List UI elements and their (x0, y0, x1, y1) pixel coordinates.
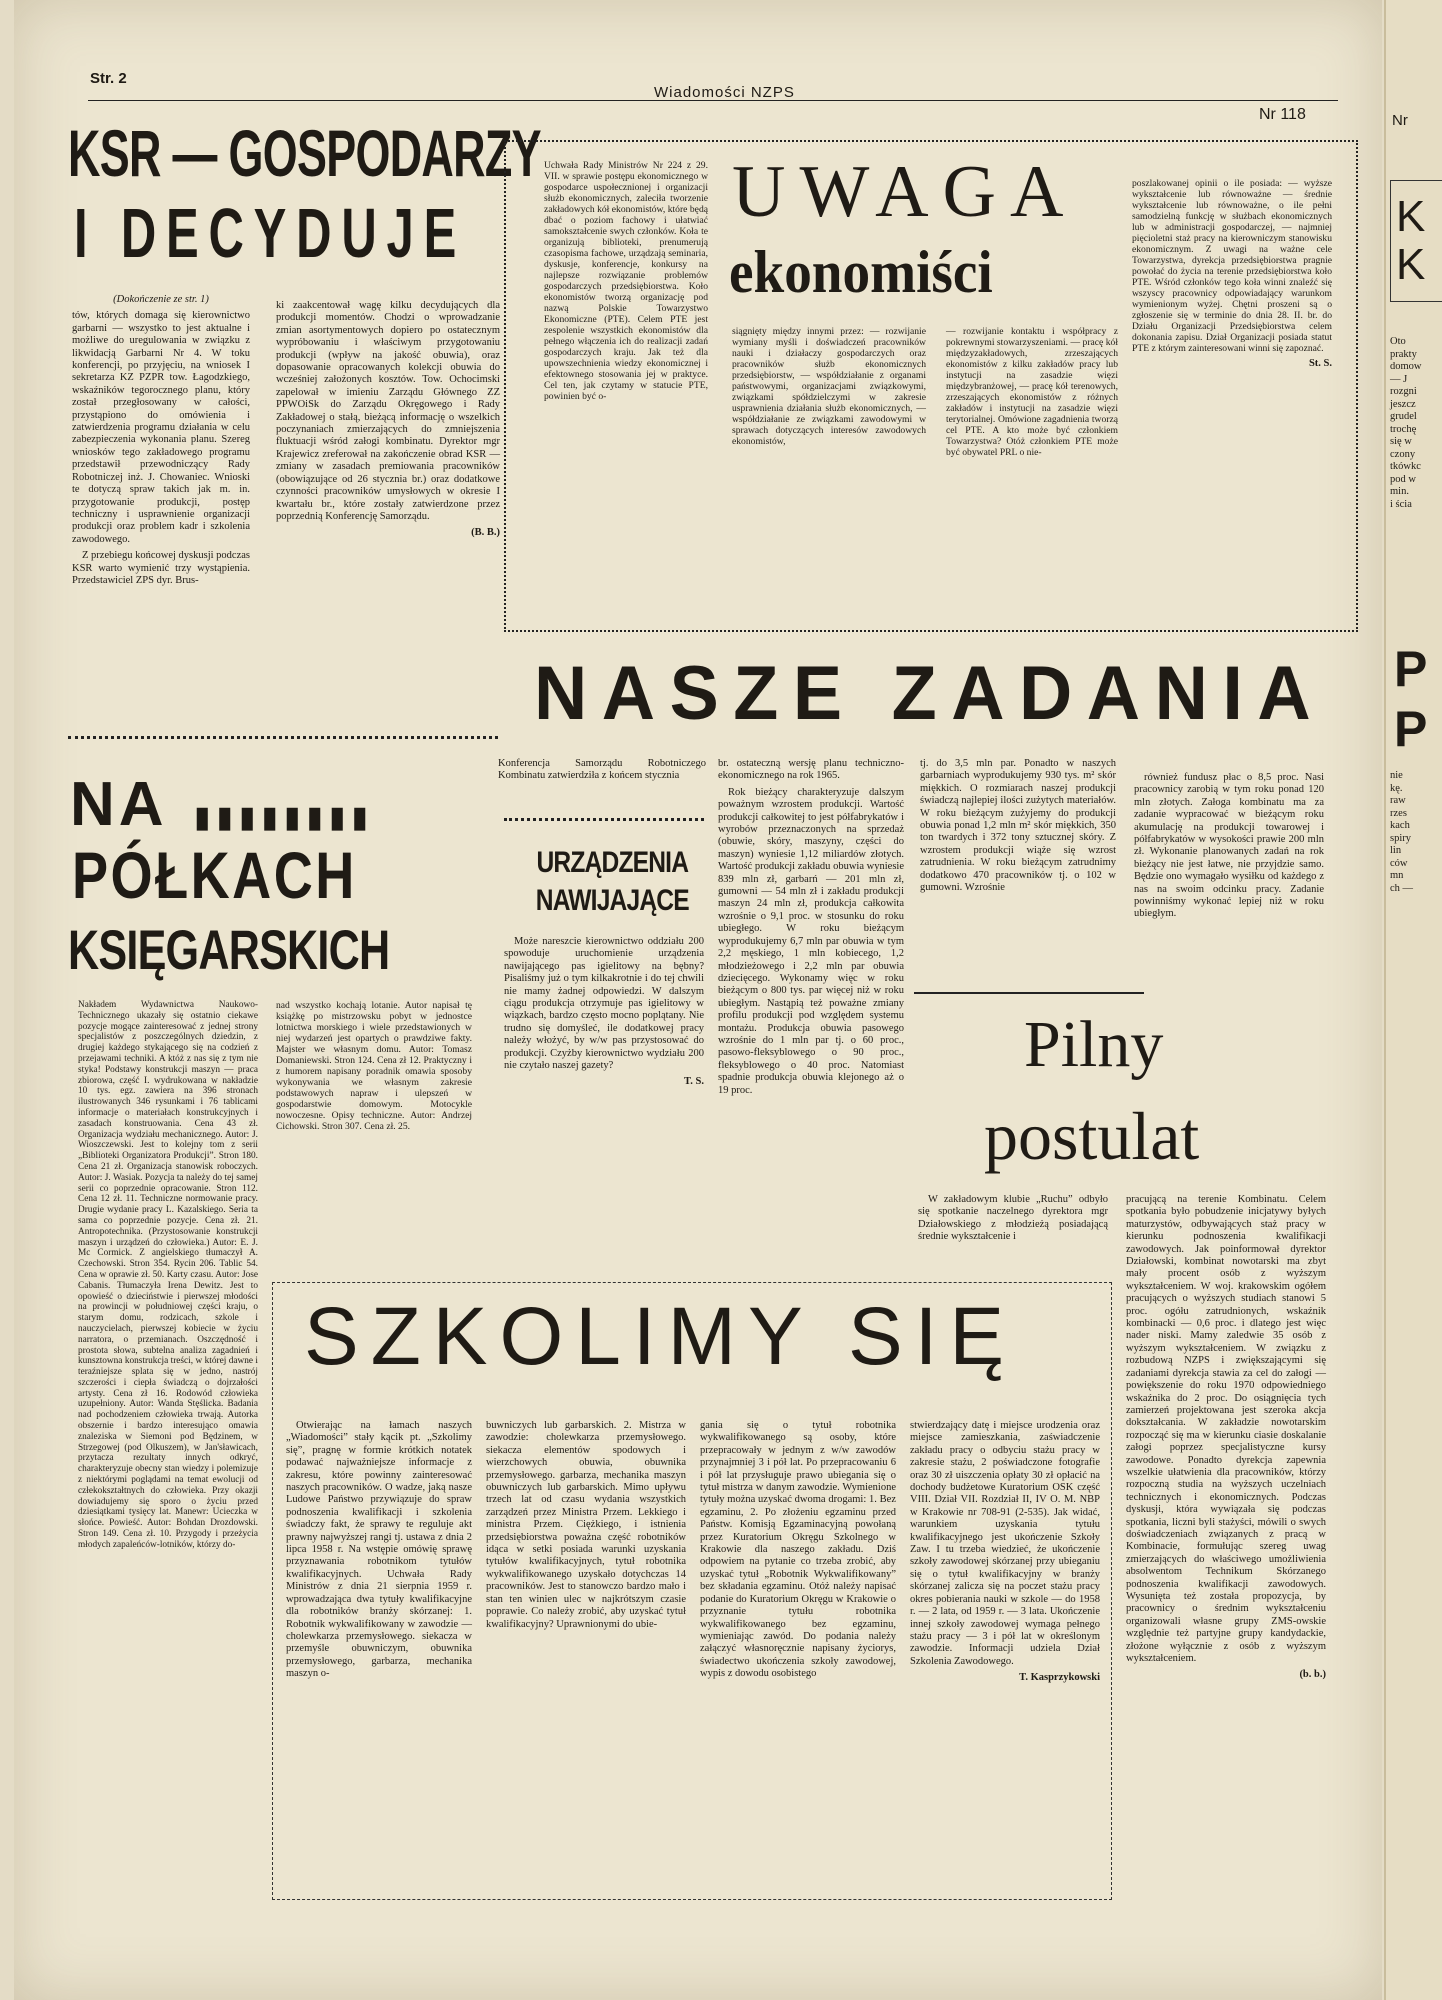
next-line: rzes (1390, 807, 1407, 819)
next-line: Oto (1390, 336, 1406, 347)
uwaga-text-mid2: — rozwijanie kontaktu i współpracy z pokrewnymi stowarzyszeniami. — pracę kół międzyzakładowych, zrzeszających ekonomistów z kilku zakładów pracy lub instytucji na zasadzie więzi międzybranżowej, — pracę kół terenowych, zrzeszających ekonomistów z różnych zakładów i instytucji na zasadzie więzi terytorialnej. Omówione zagadnienia tworzą cel PTE. A kto może być członkiem Towarzystwa? Otóż członkiem PTE może być obywatel PRL o nie- (946, 326, 1118, 458)
next-title-letter-2: K (1396, 240, 1426, 289)
next-line: rozgni (1390, 386, 1417, 397)
ksr-column-2 (276, 300, 500, 540)
nasze-column-1 (498, 758, 706, 787)
szkolimy-text-4: stwierdzający datę i miejsce urodzenia oraz miejsce zamieszkania, zaświadczenie zakładu pracy o odbyciu stażu pracy w zakresie stażu, 2 poświadczone fotografie oraz 30 zł uiszczenia opłaty 30 zł opłacić na dochody budżetowe Kuratorium OSK część VIII. Dział VII. Rozdział II, IV O. M. NBP w Krakowie nr 708-91 (2-535). Jak widać, warunkiem uzyskania tytułu kwalifikacyjnego jest ukończenie Szkoły Zaw. I tu trzeba wiedzieć, że ukończenie szkoły zawodowej skórzanej przy ubieganiu się o tytuł kwalifikacyjny w branży skórzanej zalicza się na poczet stażu pracy okres pobierania nauki w szkole — do 1958 r. — 2 lata, od 1959 r. — 3 lata. Ukończenie innej szkoły zawodowej wymaga pełnego stażu pracy — 3 i pół lat w określonym zawodzie. Informacji udziela Dział Szkolenia Zawodowego. (910, 1420, 1100, 1667)
szkolimy-column-1 (286, 1420, 472, 1685)
ksr-continued: (Dokończenie ze str. 1) (113, 294, 209, 305)
urzadzenia-column (504, 936, 704, 1089)
ksr-text-1b: Z przebiegu końcowej dyskusji podczas KSR warto wymienić trzy wystąpienia. Przedstawiciel ZPS dyr. Brus- (72, 550, 250, 586)
pilny-title-line1: Pilny (1024, 1008, 1164, 1081)
ksr-title-line2: I DECYDUJE (74, 194, 467, 272)
next-line: nie (1390, 770, 1403, 781)
next-line: czony (1390, 448, 1416, 460)
szkolimy-column-3 (700, 1420, 896, 1685)
newspaper-page (14, 0, 1382, 2000)
next-line: i ścia (1390, 498, 1412, 510)
pilny-text-1: W zakładowym klubie „Ruchu” odbyło się spotkanie naczelnego dyrektora mgr Działowskiego z młodzieżą posiadającą średnie wykształcenie i (918, 1194, 1108, 1243)
szkolimy-text-2: buwniczych lub garbarskich. 2. Mistrza w zawodzie: cholewkarza przemysłowego. siekacza elementów spodowych i wierzchowych obuwia, obuwnika przemysłowego. garbarza, mechanika maszyn obuwniczych lub garbarskich. Mimo upływu trzech lat od czasu wydania wszystkich zarządzeń przez Ministra Przem. Lekkiego i ministra Przem. Ciężkiego, i istnienia przedsiębiorstwa poważna część robotników idąca w setki posiada warunki uzyskania tytułów kwalifikacyjnych, tytuł robotnika wykwalifikowanego uzyskało dotychczas 14 pracowników. Jest to stanowczo bardzo mało i stan ten winien ulec w najkrótszym czasie poprawie. Co należy zrobić, aby uzyskać tytuł kwalifikacyjny? Uprawnionymi do ubie- (486, 1420, 686, 1630)
uwaga-column-mid (732, 326, 926, 451)
polki-title-line2: PÓŁKACH (72, 838, 357, 912)
polki-text-1: Nakładem Wydawnictwa Naukowo-Technicznego ukazały się ostatnio ciekawe pozycje mogące zainteresować z jednej strony specjalistów z poszczególnych dziedzin, z drugiej każdego stykającego się na codzień z przejawami techniki. A któż z nas się z tym nie styka! Podstawy konstrukcji maszyn — praca zbiorowa, część I. wydrukowana w nakładzie 10 tys. egz. zawiera na 396 stronach ilustrowanych 346 rysunkami i 76 tablicami informacje o materiałach konstrukcyjnych i zasadach konstruowania. Cena 43 zł. Organizacja wydziału mechanicznego. Autor: J. Wioszczewski. Jest to kolejny tom z serii „Biblioteki Organizatora Produkcji”. Stron 180. Cena 21 zł. Organizacja stanowisk roboczych. Autor: J. Wasiak. Pozycja ta należy do tej samej serii co poprzednie opracowanie. Stron 112. Cena 12 zł. 11. Techniczne normowanie pracy. Drugie wydanie pracy L. Kazalskiego. Seria ta sama co poprzednie pozycje. Cena zł. 21. Antropotechnika. (Przystosowanie konstrukcji maszyn i urządzeń do człowieka.) Autor: E. J. Mc Cormick. Z angielskiego tłumaczył A. Czechowski. Stron 354. Rycin 206. Tablic 54. Cena w oprawie zł. 50. Karty czasu. Autor: Jose Cabanis. Tłumaczyła Irena Dewitz. Jest to opowieść o dzieciństwie i pierwszej młodości na prowincji w południowej części kraju, o starym domu, rodzicach, szkole i nauczycielach, pierwszej kobiecie w życiu narratora, o przemianach. Oszczędność i prostota słowa, subtelna analiza zagadnień i kunsztowna konstrukcja treści, w której dawne i teraźniejsze splata się w jedno, nastrój szczerości i ciepła świadczą o dojrzałości artysty. Cena zł 16. Rodowód człowieka uzupełniony. Autor: Wanda Stęślicka. Badania nad pochodzeniem człowieka trwają. Autorka obszernie i bardzo interesująco omawia znaleziska w Siemoni pod Będzinem, w Strzegowej (pod Olkuszem), w Jan'sławicach, przytacza rezultaty innych odkryć, charakteryzuje obecny stan wiedzy i polemizuje z niektórymi poglądami na temat ewolucji od człekokształtnych do człowieka. Przy okazji dowiadujemy się sporo o życiu przed dziesiątkami tysięcy lat. Manewr: Ucieczka w słońce. Powieść. Autor: Bohdan Drozdowski. Stron 149. Cena zł. 10. Przygody i przeżycia młodych zapaleńców-lotników, którzy do- (78, 1000, 258, 1550)
next-line: prakty (1390, 348, 1417, 360)
urzadzenia-signature: T. S. (684, 1076, 704, 1088)
next-line: min. (1390, 486, 1409, 497)
pilny-title-line2: postulat (984, 1098, 1200, 1174)
uwaga-text-left: Uchwała Rady Ministrów Nr 224 z 29. VII. w sprawie postępu ekonomicznego w gospodarce uspołecznionej i organizacji służb ekonomicznych, zaleciła tworzenie zakładowych kół ekonomistów, które będą dbać o poziom fachowy i ułatwiać samokształcenie swych członków. Koła te organizują biblioteki, prenumerują czasopisma fachowe, urządzają seminaria, dyskusje, konferencje, konkursy na najlepsze rozwiązanie problemów gospodarczych przedsiębiorstwa. Koło ekonomistów tworzą organizację pod nazwą Polskie Towarzystwo Ekonomiczne (PTE). Celem PTE jest zespolenie wszystkich ekonomistów dla pełnego włączenia ich do realizacji zadań gospodarczych kraju. Jak też dla upowszechnienia wiedzy ekonomicznej i efektownego stosowania jej w praktyce. Cel ten, jak czytamy w statucie PTE, powinien być o- (544, 160, 708, 402)
next-line: pod w (1390, 473, 1416, 485)
next-line: spiry (1390, 832, 1411, 844)
nasze-text-2: br. ostateczną wersję planu techniczno-ekonomicznego na rok 1965. (718, 758, 904, 782)
uwaga-signature: St. S. (1308, 358, 1332, 369)
pilny-signature: (b. b.) (1299, 1669, 1326, 1681)
uwaga-text-right: poszlakowanej opinii o ile posiada: — wyższe wykształcenie lub równoważne — średnie wykształcenie lub równoważne, o ile pełni samodzielną funkcję w służbach ekonomicznych lub w administracji gospodarczej, — najmniej pięcioletni staż pracy na kierowniczym stanowisku ekonomicznym. Z uwagi na ważne cele Towarzystwa, dyrekcja przedsiębiorstwa pragnie powołać do życia na terenie przedsiębiorstwa koło PTE. Wśród członków tego koła winni znaleźć się wszyscy pracownicy odpowiadający warunkom wymienionym wyżej. Chętni proszeni są o zgłoszenie się w terminie do dnia 28. II. br. do Działu Organizacji Przedsiębiorstwa celem dokonania zapisu. Dział Organizacji posiada statut PTE z którym zainteresowani winni się zapoznać. (1132, 178, 1332, 354)
polki-title-line1: NA (70, 770, 168, 839)
nasze-text-3: tj. do 3,5 mln par. Ponadto w naszych garbarniach wyprodukujemy 930 tys. m² skór miękkich. O rozmiarach naszej produkcji świadczą najlepiej ilości zużytych materiałów. W roku bieżącym zużyjemy do produkcji obuwia ponad 1,2 mln m² skór miękkich, 350 ton twardych i 372 tony sztucznej skóry. Z wzrostem produkcji wiąże się wzrost zatrudnienia. W roku bieżącym zatrudnimy dodatkowo 470 pracowników tj. o 102 w gumowni. Wzrośnie (920, 758, 1116, 894)
ksr-bottom-rule (68, 736, 498, 739)
next-line: mn (1390, 870, 1404, 881)
next-line: ców (1390, 857, 1408, 869)
pilny-column-2 (1126, 1194, 1326, 1682)
next-line: kach (1390, 820, 1410, 831)
next-line: jeszcz (1390, 398, 1416, 410)
next-title-letter-1: K (1396, 192, 1426, 241)
ksr-text-2: ki zaakcentował wagę kilku decydujących dla produkcji momentów. Chodzi o wprowadzanie zmian asortymentowych dopiero po ostatecznym wypróbowaniu i właściwym przygotowaniu produkcji (wpływ na jakość obuwia), oraz dopasowanie opracowanych kolekcji obuwia do wcześniej założonych kosztów. Tow. Ochocimski zapelował w imieniu Zarządu Głównego ZZ PPWOiSk do Zarządu Okręgowego i Rady Zakładowej o stałą, bieżącą informację o wszelkich poczynaniach zmierzających do zmniejszenia fluktuacji wśród załogi kombinatu. Dyrektor mgr Krajewicz zreferował na zakończenie obrad KSR — zmiany w zasadach premiowania pracowników (obowiązujące od 26 stycznia br.) oraz dodatkowe czynności pracowników umysłowych w okresie I kwartału br., które zostały zatwierdzone przez poprzednią Konferencję Samorządu. (276, 300, 500, 522)
szkolimy-text-1: Otwierając na łamach naszych „Wiadomości” stały kącik pt. „Szkolimy się”, pragnę w formie krótkich notatek podawać najważniejsze informacje z zakresu, które powinny zainteresować naszych pracowników. O wadze, jaką nasze Ludowe Państwo przywiązuje do spraw podnoszenia kwalifikacji i szkolenia świadczy fakt, że sprawy te reguluje akt prawny najwyższej rangi tj. ustawa z dnia 2 lipca 1958 r. Na wstępie omówię sprawę przyznawania robotnikom tytułów kwalifikacyjnych. Uchwała Rady Ministrów z dnia 21 sierpnia 1959 r. wprowadzająca dwa tytuły kwalifikacyjne dla robotników branży skórzanej: 1. Robotnik wykwalifikowany w zawodzie — cholewkarza przemysłowego. siekacza w przemyśle obuwniczym, obuwnika przemysłowego, garbarza, mechanika maszyn o- (286, 1420, 472, 1680)
issue-number: Nr 118 (1259, 106, 1306, 123)
ksr-column-1 (72, 294, 250, 591)
szkolimy-column-4 (910, 1420, 1100, 1685)
next-issue-fragment: Nr (1392, 112, 1408, 129)
szkolimy-text-3: gania się o tytuł robotnika wykwalifikowanego są osoby, które przepracowały w jednym z w/w zawodów przynajmniej 3 i pół lat. Po przepracowaniu 6 i pół lat przysługuje prawo ubiegania się o tytuł mistrza w danym zawodzie. Wymienione tytuły można uzyskać dwoma drogami: 1. Bez egzaminu, 2. Po złożeniu egzaminu przed Państw. Komisją Egzaminacyjną powołaną przez Kuratorium Okręgu Szkolnego w Krakowie dla naszego zakładu. Dziś odpowiem na pytanie co trzeba zrobić, aby uzyskać tytuł „Robotnik Wykwalifikowany” bez składania egzaminu. Otóż należy napisać podanie do Kuratorium Okręgu w Krakowie o przyznanie tytułu robotnika wykwalifikowanego bez egzaminu, wymieniając zawód. Do podania należy załączyć własnoręcznie napisany życiorys, świadectwo ukończenia szkoły zawodowej, wypis z dowodu osobistego (700, 1420, 896, 1680)
next-line: — J (1390, 373, 1408, 385)
pilny-text-2: pracującą na terenie Kombinatu. Celem spotkania było pobudzenie inicjatywy byłych maturzystów, odbywających staż pracy w kierunku podnoszenia kwalifikacji zawodowych. Jak poinformował dyrektor Działowski, kombinat nowotarski ma zbyt mały procent osób z wyższym wykształceniem. W woj. krakowskim ogółem pracujących o wyższych studiach stanowi 5 proc. ogółu zatrudnionych, wskaźnik kombinacki — 0,6 proc. i dlatego jest więc nader niski. Mamy zaledwie 35 osób z wyższym wykształceniem. W związku z rozbudową NZPS i zwiększającymi się zadaniami dyrekcja stawia za cel do załogi — powiększenie do roku 1970 odpowiedniego wskaźnika do 2 proc. Do osiągnięcia tych zamierzeń projektowana jest szeroka akcja dokształcania. W zakładzie nowotarskim rozpocząć się ma w kierunku ciasie doskalanie załogi poprzez specjalistyczne kursy zawodowe. Ponadto dyrekcja zapewnia wszelkie ułatwienia dla pracowników, którzy rozpoczną studia na wyższych uczelniach technicznych i ekonomicznych. Podczas dyskusji, która wywiązała się podczas spotkania, liczni byli stażyści, mówili o swych doświadczeniach związanych z pracą w Kombinacie, formułując szereg uwag zmierzających do właściwego umożliwienia absolwentom Technikum Skórzanego podnoszenia kwalifikacji zawodowych. Wysunięta też została propozycja, by pracownicy o średnim wykształceniu organizowali własne grupy ZMS-owskie względnie też partyjne grupy kandydackie, złożone wyłącznie z osób z wyższym wykształceniem. (1126, 1194, 1326, 1665)
polki-text-2: nad wszystko kochają lotanie. Autor napisał tę książkę po mistrzowsku pobyt w jednostce lotnictwa morskiego i wiele przedstawionych w niej wydarzeń jest opartych o prawdziwe fakty. Majster we własnym domu. Autor: Tomasz Domaniewski. Stron 124. Cena zł 12. Praktyczny i z humorem napisany poradnik omawia sposoby wykonywania we własnym zakresie podstawowych napraw i ulepszeń w gospodarstwie domowym. Motocykle nowoczesne. Opisy techniczne. Autor: Andrzej Cichowski. Stron 307. Cena zł. 25. (276, 1000, 472, 1132)
next-line: tkówkc (1390, 461, 1421, 472)
ksr-text-1: tów, których domaga się kierownictwo garbarni — wszystko to jest aktualne i możliwe do uregulowania w związku z likwidacją Garbarni Nr 4. W toku konferencji, po przyjęciu, na wniosek I sekretarza KZ PZPR tow. Łagodzkiego, wskaźników tegorocznego planu, który został przegłosowany w całości, przystąpiono do omówienia i zatwierdzenia programu działania w celu zabezpieczenia wykonania planu. Szereg wniosków tego zakładowego programu przedstawił przewodniczący Rady Robotniczej inż. J. Chowaniec. Wnioski te dotyczą spraw takich jak m. in. przygotowanie produkcji, postęp techniczny i usprawnienie organizacji produkcji oraz problem kadr i szkolenia zawodowego. (72, 310, 250, 545)
next-big-letter-2: P (1394, 701, 1428, 757)
uwaga-title-line2: ekonomiści (729, 239, 993, 305)
polki-column-1 (78, 1000, 258, 1555)
szkolimy-signature: T. Kasprzykowski (1019, 1672, 1100, 1684)
masthead: Wiadomości NZPS (654, 84, 795, 101)
szkolimy-column-2 (486, 1420, 686, 1635)
ksr-signature: (B. B.) (471, 527, 500, 539)
urzadzenia-title: URZĄDZENIA NAWIJAJĄCE (535, 846, 689, 917)
nasze-title: NASZE ZADANIA (534, 651, 1326, 736)
uwaga-column-mid2 (946, 326, 1118, 462)
next-line: domow (1390, 361, 1422, 372)
ksr-title-line1: KSR — GOSPODARZY (68, 116, 541, 190)
nasze-column-3 (920, 758, 1116, 898)
next-big-letter-1: P (1394, 641, 1428, 697)
polki-column-2 (276, 1000, 472, 1136)
uwaga-text-mid: siągnięty między innymi przez: — rozwijanie wymiany myśli i doświadczeń pracowników nauki i działaczy gospodarczych oraz pracowników służb ekonomicznych przedsiębiorstw, — współdziałanie z organami państwowymi, organizacjami związkowymi, związkami spółdzielczymi w zakresie usprawnienia działania służb ekonomicznych, — współdziałanie ze związkami zawodowymi w sprawach dotyczących interesów zawodowych ekonomistów, (732, 326, 926, 447)
urzadzenia-text: Może nareszcie kierownictwo oddziału 200 spowoduje uruchomienie urządzenia nawijającego pas igielitowy na bębny? Pisaliśmy już o tym kilkakrotnie i do tej chwili nie mamy żadnej odpowiedzi. W dalszym ciągu produkcja otrzymuje pas igielitowy w wiązkach, bardzo często mocno poplątany. Nie trudno się domyśleć, ile dodatkowej pracy należy włożyć, by w/w pas przystosować do produkcji. Czyżby kierownictwo wydziału 200 nie czytało naszej gazety? (504, 936, 704, 1072)
next-line: raw (1390, 795, 1406, 806)
uwaga-column-left (544, 160, 708, 406)
nasze-text-4: również fundusz płac o 8,5 proc. Nasi pracownicy zarobią w tym roku ponad 120 mln złotych. Załoga kombinatu ma za zadanie wypracować w bieżącym roku akumulację na produkcji towarowej i półfabrykatów w wysokości prawie 200 mln zł. Wykonanie planowanych zadań na rok bieżący nie jest łatwe, nie przyjdzie samo. Będzie ono wymagało wysiłku od każdego z nas na swoim odcinku pracy. Zadanie powinniśmy wykonać lepiej niż w roku ubiegłym. (1134, 772, 1324, 920)
page-number: Str. 2 (90, 70, 127, 87)
next-line: kę. (1390, 782, 1403, 794)
next-line: się w (1390, 436, 1412, 447)
uwaga-column-right (1132, 178, 1332, 369)
next-line: ch — (1390, 882, 1414, 894)
polki-title-line3: KSIĘGARSKICH (68, 918, 390, 981)
nasze-column-4 (1134, 772, 1324, 925)
next-line: lin (1390, 845, 1402, 856)
next-text-column (1390, 336, 1442, 511)
next-text-column-2 (1390, 770, 1442, 895)
pilny-top-rule (914, 992, 1144, 994)
szkolimy-title: SZKOLIMY SIĘ (304, 1291, 1017, 1382)
nasze-column-2 (718, 758, 904, 1101)
pilny-column-1 (918, 1194, 1108, 1248)
nasze-text-2b: Rok bieżący charakteryzuje dalszym poważnym wzrostem produkcji. Wartość produkcji całkowitej to jest półfabrykatów i wyrobów przeznaczonych na sprzedaż (obuwie, skóry, maszyny, części do maszyn) wyniesie 1,12 miliardów złotych. Wartość produkcji zakładu obuwia wyniesie 839 mln zł, garbarń — 201 mln zł, gumowni — 54 mln zł i zakładu produkcji maszyn 24 mln zł, produkcja całkowita wzrośnie o 9,1 proc. w stosunku do roku ubiegłego. W roku bieżącym wyprodukujemy 6,7 mln par obuwia w tym 2,2 męskiego, 1 mln kobiecego, 1,2 młodzieżowego i 2,2 mln par obuwia dziecięcego. Wykonamy więc w roku bieżącym o 800 tys. par więcej niż w roku ubiegłym. Nastąpią też poważne zmiany profilu produkcji pod względem systemu montażu. Produkcja obuwia pasowego wzrośnie do 1 mln par tj. o 60 proc., pasowo-fleksyblowego o 90 proc., fleksyblowego o 40 proc. Natomiast spadnie produkcja obuwia klejonego aż o 19 proc. (718, 786, 904, 1096)
next-page-edge (1384, 0, 1442, 2000)
uwaga-title-line1: UWAGA (732, 151, 1078, 233)
next-line: trochę (1390, 423, 1417, 435)
header-rule (88, 100, 1338, 101)
nasze-text-1: Konferencja Samorządu Robotniczego Kombinatu zatwierdziła z końcem stycznia (498, 758, 706, 782)
next-line: grudel (1390, 411, 1417, 422)
polki-decoration: ▮▮▮▮▮▮▮▮ (194, 801, 375, 834)
urzadzenia-top-rule (504, 818, 704, 821)
